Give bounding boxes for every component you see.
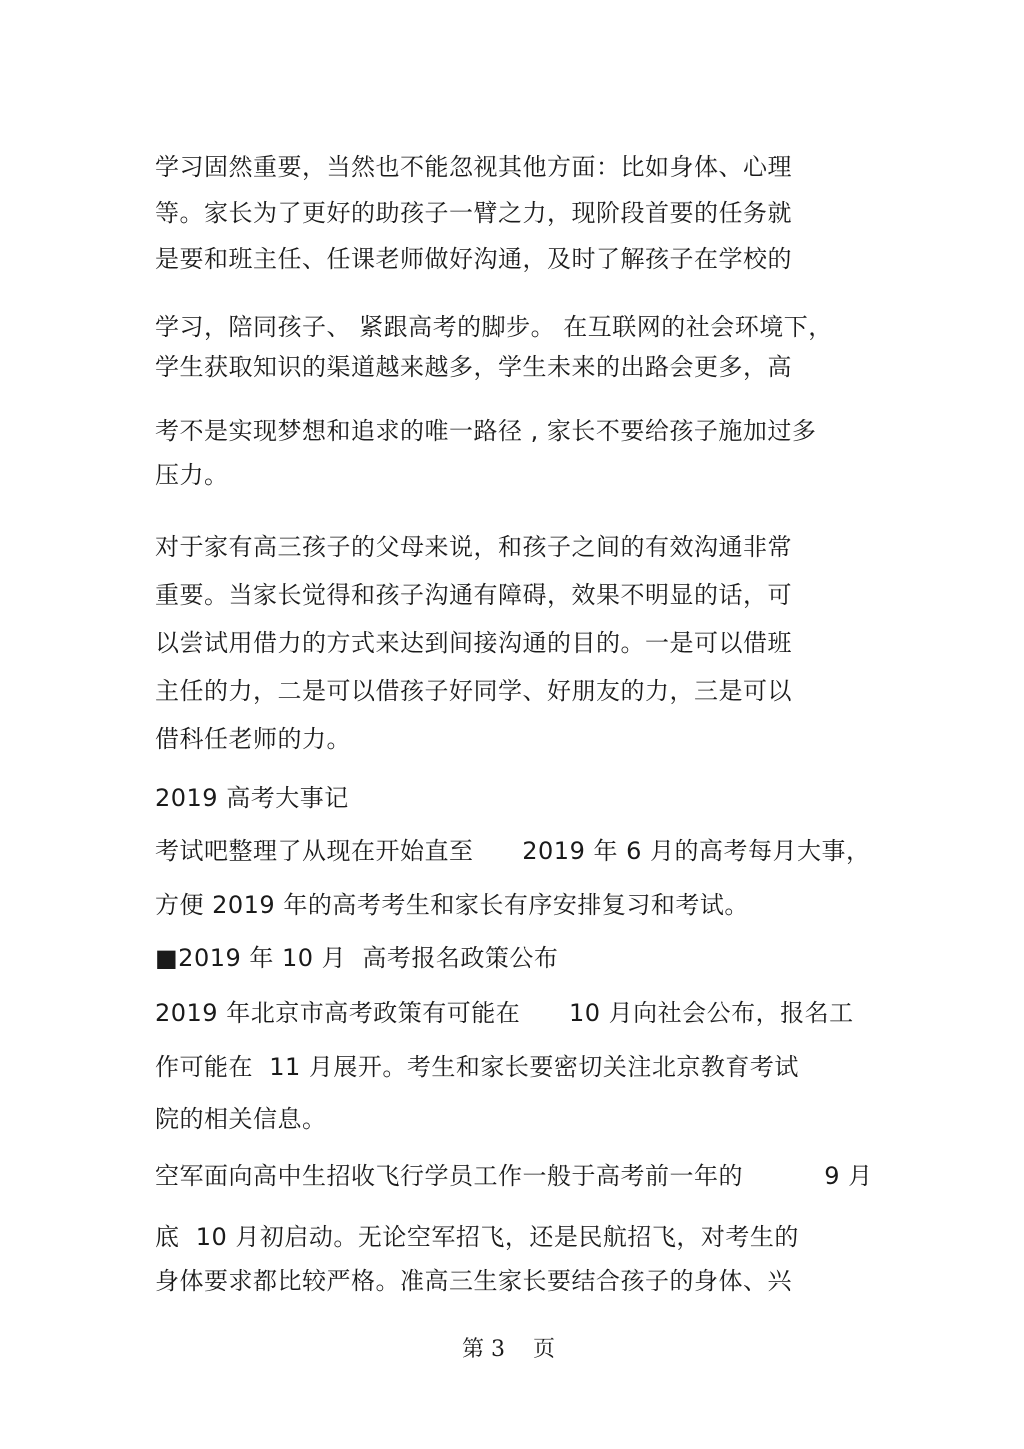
text-line: 借科任老师的力。: [155, 725, 351, 753]
text-line: 以尝试用借力的方式来达到间接沟通的目的。一是可以借班: [155, 629, 792, 657]
section-heading: 2019 高考大事记: [155, 784, 349, 812]
text-line: 重要。当家长觉得和孩子沟通有障碍，效果不明显的话，可: [155, 581, 792, 609]
text-line: 2019 年北京市高考政策有可能在 10 月向社会公布，报名工: [155, 999, 854, 1027]
text-line: 考试吧整理了从现在开始直至 2019 年 6 月的高考每月大事，: [155, 837, 871, 865]
text-line: 考不是实现梦想和追求的唯一路径 , 家长不要给孩子施加过多: [155, 417, 817, 445]
text-line: 作可能在 11 月展开。考生和家长要密切关注北京教育考试: [155, 1053, 799, 1081]
text-line: 底 10 月初启动。无论空军招飞，还是民航招飞，对考生的: [155, 1223, 799, 1251]
text-line: 主任的力，二是可以借孩子好同学、好朋友的力，三是可以: [155, 677, 792, 705]
text-line: 院的相关信息。: [155, 1105, 327, 1133]
text-line: 方便 2019 年的高考考生和家长有序安排复习和考试。: [155, 891, 749, 919]
text-line: 学生获取知识的渠道越来越多，学生未来的出路会更多，高: [155, 353, 792, 381]
page-number: 第 3 页: [462, 1337, 555, 1362]
text-line: 是要和班主任、任课老师做好沟通，及时了解孩子在学校的: [155, 245, 792, 273]
text-line: 身体要求都比较严格。准高三生家长要结合孩子的身体、兴: [155, 1267, 792, 1295]
text-line: 等。家长为了更好的助孩子一臂之力，现阶段首要的任务就: [155, 199, 792, 227]
text-line: 学习，陪同孩子、 紧跟高考的脚步。 在互联网的社会环境下，: [155, 313, 833, 341]
text-line: 对于家有高三孩子的父母来说，和孩子之间的有效沟通非常: [155, 533, 792, 561]
text-line: 压力。: [155, 461, 229, 489]
text-line: 学习固然重要，当然也不能忽视其他方面：比如身体、心理: [155, 153, 792, 181]
month-heading: ■2019 年 10 月 高考报名政策公布: [155, 944, 559, 972]
text-line: 空军面向高中生招收飞行学员工作一般于高考前一年的 9 月: [155, 1162, 873, 1190]
